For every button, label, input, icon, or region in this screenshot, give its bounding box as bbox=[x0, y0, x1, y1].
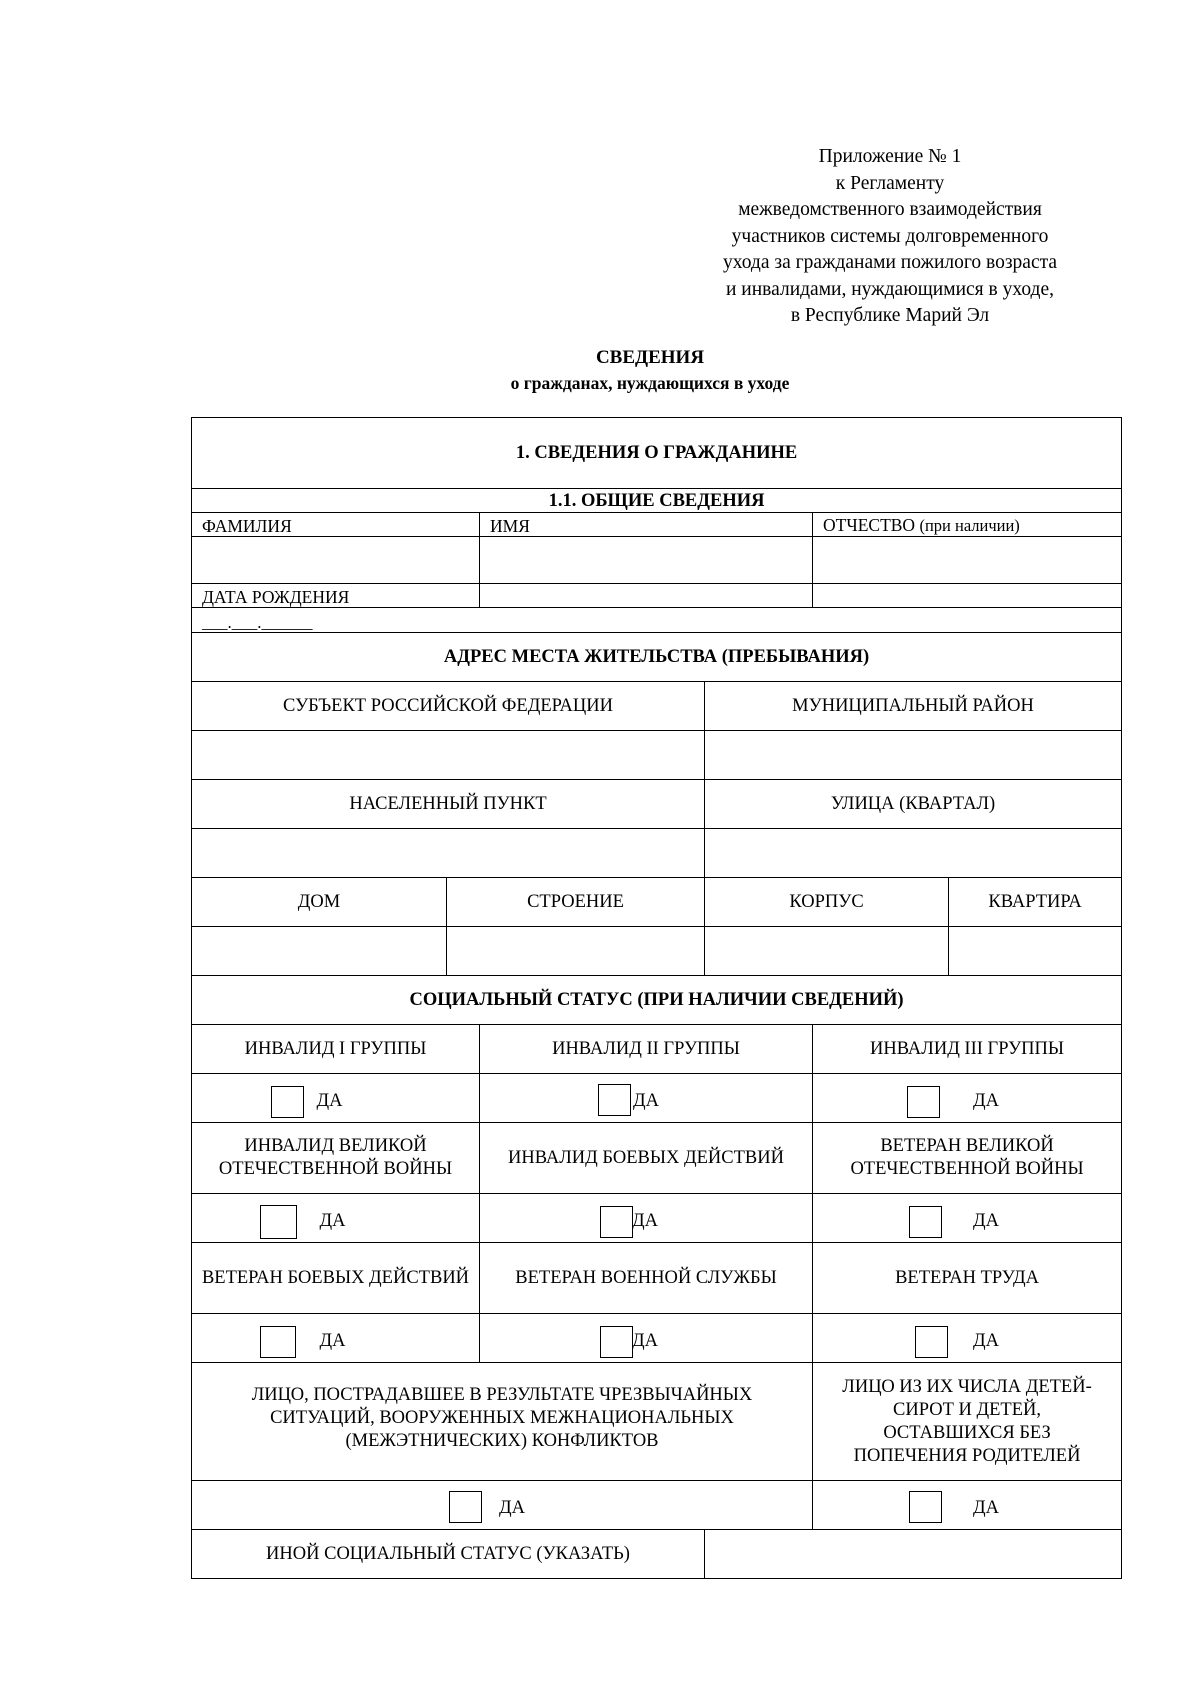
checkbox-icon[interactable] bbox=[909, 1206, 942, 1238]
combat-veteran-checkbox[interactable] bbox=[260, 1318, 400, 1352]
locality-label: НАСЕЛЕННЫЙ ПУНКТ bbox=[192, 780, 705, 829]
yes-label: ДА bbox=[973, 1090, 1000, 1111]
checkbox-icon[interactable] bbox=[271, 1086, 304, 1118]
address-title: АДРЕС МЕСТА ЖИТЕЛЬСТВА (ПРЕБЫВАНИЯ) bbox=[192, 633, 1122, 682]
military-veteran-label: ВЕТЕРАН ВОЕННОЙ СЛУЖБЫ bbox=[480, 1243, 813, 1314]
appendix-line: в Республике Марий Эл bbox=[790, 305, 990, 326]
patronymic-field[interactable] bbox=[813, 537, 1122, 584]
yes-label: ДА bbox=[632, 1330, 658, 1351]
ww2-disabled-checkbox[interactable] bbox=[260, 1198, 400, 1232]
combat-disabled-checkbox[interactable] bbox=[586, 1198, 706, 1232]
yes-label: ДА bbox=[633, 1090, 659, 1111]
disabled-group1-cell bbox=[192, 1074, 480, 1123]
name-label: ИМЯ bbox=[480, 513, 813, 537]
yes-label: ДА bbox=[319, 1210, 346, 1231]
emergency-victim-label: ЛИЦО, ПОСТРАДАВШЕЕ В РЕЗУЛЬТАТЕ ЧРЕЗВЫЧАЙНЫХ СИТУАЦИЙ, ВООРУЖЕННЫХ МЕЖНАЦИОНАЛЬНЫХ (МЕЖЭТНИЧЕСКИХ) КОНФЛИКТОВ bbox=[192, 1363, 813, 1481]
section1-title: 1. СВЕДЕНИЯ О ГРАЖДАНИНЕ bbox=[192, 418, 1122, 489]
building-field[interactable] bbox=[447, 927, 705, 976]
yes-label: ДА bbox=[319, 1330, 346, 1351]
combat-disabled-label: ИНВАЛИД БОЕВЫХ ДЕЙСТВИЙ bbox=[480, 1123, 813, 1194]
labor-veteran-cell bbox=[813, 1314, 1122, 1363]
building-label: СТРОЕНИЕ bbox=[447, 878, 705, 927]
disabled-group1-checkbox[interactable] bbox=[271, 1078, 411, 1112]
subject-label: СУБЪЕКТ РОССИЙСКОЙ ФЕДЕРАЦИИ bbox=[192, 682, 705, 731]
yes-label: ДА bbox=[973, 1210, 1000, 1231]
district-field[interactable] bbox=[705, 731, 1122, 780]
yes-label: ДА bbox=[316, 1090, 343, 1111]
disabled-group2-label: ИНВАЛИД II ГРУППЫ bbox=[480, 1025, 813, 1074]
appendix-line: ухода за гражданами пожилого возраста bbox=[722, 252, 1058, 273]
military-veteran-checkbox[interactable] bbox=[586, 1318, 706, 1352]
disabled-group1-label: ИНВАЛИД I ГРУППЫ bbox=[192, 1025, 480, 1074]
street-field[interactable] bbox=[705, 829, 1122, 878]
ww2-disabled-cell bbox=[192, 1194, 480, 1243]
other-status-label: ИНОЙ СОЦИАЛЬНЫЙ СТАТУС (УКАЗАТЬ) bbox=[192, 1530, 705, 1579]
orphan-cell bbox=[813, 1481, 1122, 1530]
yes-label: ДА bbox=[499, 1497, 525, 1518]
house-label: ДОМ bbox=[192, 878, 447, 927]
street-label: УЛИЦА (КВАРТАЛ) bbox=[705, 780, 1122, 829]
disabled-group2-cell bbox=[480, 1074, 813, 1123]
labor-veteran-label: ВЕТЕРАН ТРУДА bbox=[813, 1243, 1122, 1314]
combat-veteran-label: ВЕТЕРАН БОЕВЫХ ДЕЙСТВИЙ bbox=[192, 1243, 480, 1314]
appendix-line: участников системы долговременного bbox=[731, 225, 1049, 247]
surname-field[interactable] bbox=[192, 537, 480, 584]
orphan-label: ЛИЦО ИЗ ИХ ЧИСЛА ДЕТЕЙ-СИРОТ И ДЕТЕЙ, ОСТАВШИХСЯ БЕЗ ПОПЕЧЕНИЯ РОДИТЕЛЕЙ bbox=[813, 1363, 1122, 1481]
ww2-veteran-checkbox[interactable] bbox=[897, 1198, 1037, 1232]
birthdate-field[interactable]: ___.___.______ bbox=[192, 608, 1122, 633]
checkbox-icon[interactable] bbox=[260, 1205, 297, 1239]
house-field[interactable] bbox=[192, 927, 447, 976]
document-title bbox=[340, 345, 960, 395]
locality-field[interactable] bbox=[192, 829, 705, 878]
surname-label: ФАМИЛИЯ bbox=[192, 513, 480, 537]
blank-cell bbox=[480, 584, 813, 608]
combat-disabled-cell bbox=[480, 1194, 813, 1243]
citizen-form-table bbox=[191, 417, 1122, 1579]
title-sub: о гражданах, нуждающихся в уходе bbox=[510, 373, 790, 393]
checkbox-icon[interactable] bbox=[907, 1086, 940, 1118]
patronymic-note: (при наличии) bbox=[919, 516, 1020, 535]
disabled-group3-label: ИНВАЛИД III ГРУППЫ bbox=[813, 1025, 1122, 1074]
combat-veteran-cell bbox=[192, 1314, 480, 1363]
block-field[interactable] bbox=[705, 927, 949, 976]
labor-veteran-checkbox[interactable] bbox=[897, 1318, 1037, 1352]
disabled-group2-checkbox[interactable] bbox=[586, 1078, 706, 1112]
appendix-line: к Регламенту bbox=[835, 172, 945, 194]
orphan-checkbox[interactable] bbox=[897, 1485, 1037, 1519]
emergency-victim-checkbox[interactable] bbox=[449, 1485, 569, 1519]
subject-field[interactable] bbox=[192, 731, 705, 780]
yes-label: ДА bbox=[632, 1210, 658, 1231]
yes-label: ДА bbox=[973, 1497, 1000, 1518]
checkbox-icon[interactable] bbox=[260, 1326, 296, 1358]
title-main: СВЕДЕНИЯ bbox=[595, 347, 705, 368]
emergency-victim-cell bbox=[192, 1481, 813, 1530]
checkbox-icon[interactable] bbox=[598, 1084, 631, 1116]
checkbox-icon[interactable] bbox=[600, 1326, 633, 1358]
ww2-disabled-label: ИНВАЛИД ВЕЛИКОЙ ОТЕЧЕСТВЕННОЙ ВОЙНЫ bbox=[192, 1123, 480, 1194]
other-status-field[interactable] bbox=[705, 1530, 1122, 1579]
checkbox-icon[interactable] bbox=[915, 1326, 948, 1358]
checkbox-icon[interactable] bbox=[909, 1491, 942, 1523]
disabled-group3-cell bbox=[813, 1074, 1122, 1123]
checkbox-icon[interactable] bbox=[600, 1206, 633, 1238]
patronymic-label bbox=[813, 513, 1122, 537]
general-info-title: 1.1. ОБЩИЕ СВЕДЕНИЯ bbox=[192, 489, 1122, 513]
yes-label: ДА bbox=[973, 1330, 1000, 1351]
appendix-line: Приложение № 1 bbox=[818, 146, 962, 167]
apartment-label: КВАРТИРА bbox=[949, 878, 1122, 927]
military-veteran-cell bbox=[480, 1314, 813, 1363]
block-label: КОРПУС bbox=[705, 878, 949, 927]
birthdate-label: ДАТА РОЖДЕНИЯ bbox=[192, 584, 480, 608]
district-label: МУНИЦИПАЛЬНЫЙ РАЙОН bbox=[705, 682, 1122, 731]
appendix-line: и инвалидами, нуждающимися в уходе, bbox=[726, 278, 1054, 300]
apartment-field[interactable] bbox=[949, 927, 1122, 976]
name-field[interactable] bbox=[480, 537, 813, 584]
appendix-header bbox=[690, 144, 1090, 330]
patronymic-label-text: ОТЧЕСТВО bbox=[823, 515, 916, 535]
appendix-line: межведомственного взаимодействия bbox=[738, 199, 1042, 220]
disabled-group3-checkbox[interactable] bbox=[897, 1078, 1037, 1112]
ww2-veteran-label: ВЕТЕРАН ВЕЛИКОЙ ОТЕЧЕСТВЕННОЙ ВОЙНЫ bbox=[813, 1123, 1122, 1194]
ww2-veteran-cell bbox=[813, 1194, 1122, 1243]
social-status-title: СОЦИАЛЬНЫЙ СТАТУС (ПРИ НАЛИЧИИ СВЕДЕНИЙ) bbox=[192, 976, 1122, 1025]
blank-cell bbox=[813, 584, 1122, 608]
checkbox-icon[interactable] bbox=[449, 1491, 482, 1523]
